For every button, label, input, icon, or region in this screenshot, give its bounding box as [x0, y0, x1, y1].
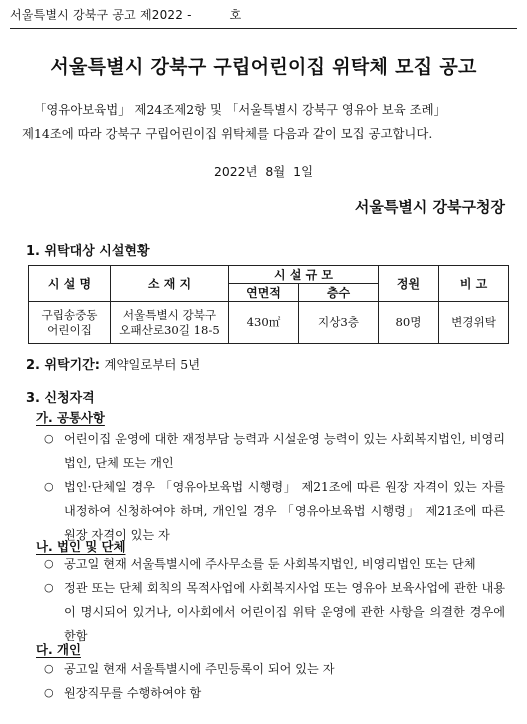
table-row — [29, 302, 509, 344]
subsection-individual-heading: 다. 개인 — [36, 642, 81, 657]
subsection-common-list — [44, 427, 505, 547]
col-header-floors: 층수 — [299, 284, 379, 302]
list-item: ○ 공고일 현재 서울특별시에 주사무소를 둔 사회복지법인, 비영리법인 또는 단체 — [44, 552, 505, 576]
issuer-name: 서울특별시 강북구청장 — [354, 198, 505, 216]
col-header-name: 시 설 명 — [29, 266, 111, 302]
document-number-prefix: 서울특별시 강북구 공고 제2022 - — [10, 8, 192, 22]
circle-bullet-icon: ○ — [44, 686, 54, 699]
intro-paragraph — [22, 98, 509, 146]
section-2-heading — [26, 354, 200, 373]
col-header-address: 소 재 지 — [111, 266, 229, 302]
circle-bullet-icon: ○ — [44, 480, 54, 493]
circle-bullet-icon: ○ — [44, 662, 54, 675]
facility-table — [28, 265, 509, 344]
section-1-heading: 1. 위탁대상 시설현황 — [26, 244, 150, 259]
subsection-corporation-list — [44, 552, 505, 648]
page-title: 서울특별시 강북구 구립어린이집 위탁체 모집 공고 — [50, 56, 477, 78]
circle-bullet-icon: ○ — [44, 557, 54, 570]
subsection-common-heading: 가. 공통사항 — [36, 410, 105, 425]
document-number-suffix: 호 — [229, 8, 242, 22]
section-3-heading: 3. 신청자격 — [26, 391, 95, 406]
cell-remarks: 변경위탁 — [439, 302, 509, 344]
col-header-scale: 시 설 규 모 — [229, 266, 379, 284]
list-item: ○ 원장직무를 수행하여야 함 — [44, 681, 505, 705]
list-item: ○ 공고일 현재 서울특별시에 주민등록이 되어 있는 자 — [44, 657, 505, 681]
subsection-corporation-heading: 나. 법인 및 단체 — [36, 539, 126, 554]
circle-bullet-icon: ○ — [44, 581, 54, 594]
cell-name: 구립송중동 어린이집 — [29, 302, 111, 344]
list-item: ○ 어린이집 운영에 대한 재정부담 능력과 시설운영 능력이 있는 사회복지법인, 비영리법인, 단체 또는 개인 — [44, 427, 505, 475]
document-number — [10, 6, 241, 23]
cell-floors: 지상3층 — [299, 302, 379, 344]
subsection-individual-list — [44, 657, 505, 705]
intro-line-1: 「영유아보육법」 제24조제2항 및 「서울특별시 강북구 영유아 보육 조례」 — [34, 102, 446, 117]
section-2-label: 2. 위탁기간: — [26, 358, 100, 373]
list-item: ○ 정관 또는 단체 회칙의 목적사업에 사회복지사업 또는 영유아 보육사업에 관한 내용이 명시되어 있거나, 이사회에서 어린이집 위탁 운영에 관한 사항을 의결한 경우에 한함 — [44, 576, 505, 648]
announcement-date: 2022년 8월 1일 — [213, 164, 314, 179]
col-header-remarks: 비 고 — [439, 266, 509, 302]
intro-line-2: 제14조에 따라 강북구 구립어린이집 위탁체를 다음과 같이 모집 공고합니다. — [22, 126, 433, 141]
col-header-capacity: 정원 — [379, 266, 439, 302]
cell-address: 서울특별시 강북구 오패산로30길 18-5 — [111, 302, 229, 344]
col-header-area: 연면적 — [229, 284, 299, 302]
list-item: ○ 법인·단체일 경우 「영유아보육법 시행령」 제21조에 따른 원장 자격이 있는 자를 내정하여 신청하여야 하며, 개인일 경우 「영유아보육법 시행령」 제21조에 따른 원장 자격이 있는 자 — [44, 475, 505, 547]
cell-capacity: 80명 — [379, 302, 439, 344]
section-2-value: 계약일로부터 5년 — [104, 357, 201, 372]
header-divider — [10, 28, 517, 29]
circle-bullet-icon: ○ — [44, 432, 54, 445]
cell-area: 430㎡ — [229, 302, 299, 344]
